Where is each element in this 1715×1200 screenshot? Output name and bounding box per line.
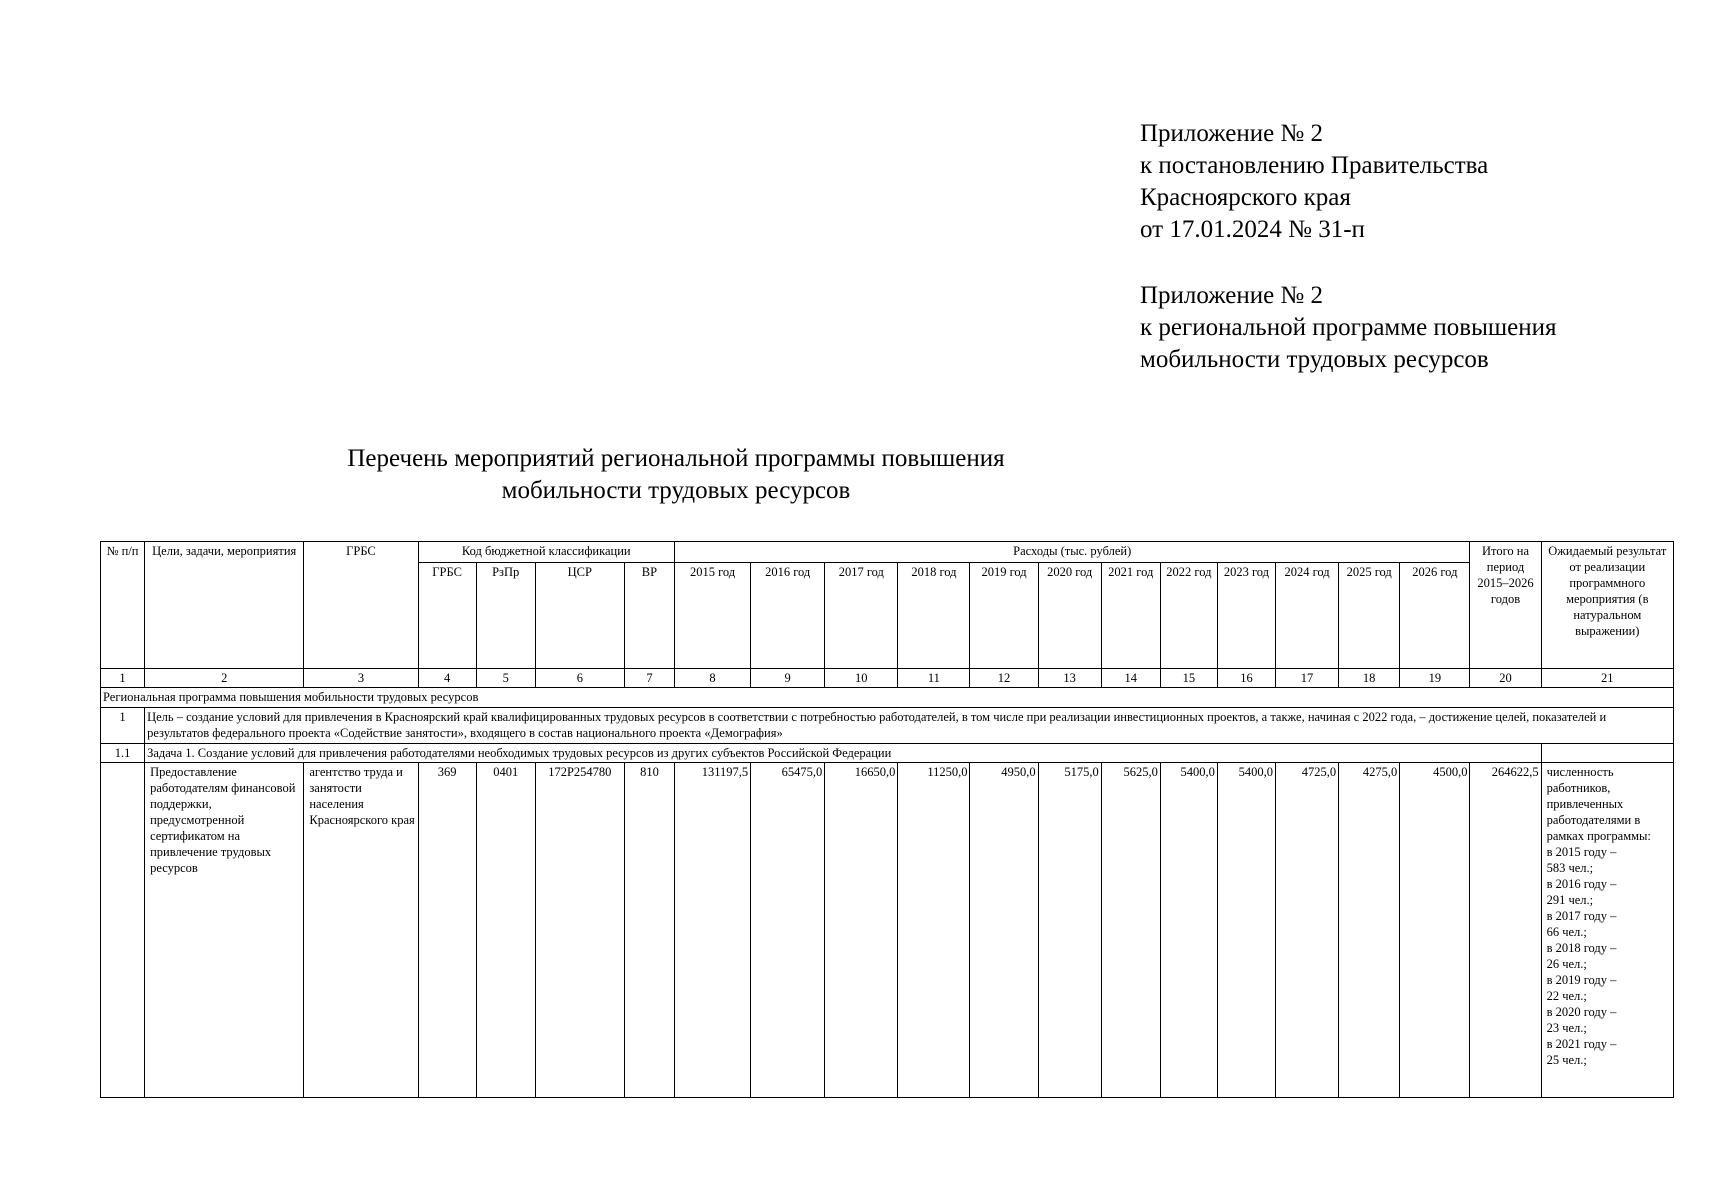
header-year: 2022 год (1160, 563, 1217, 669)
amount-cell: 131197,5 (674, 763, 750, 1098)
amount-cell: 5400,0 (1160, 763, 1217, 1098)
column-number: 3 (304, 669, 418, 688)
header-year: 2026 год (1400, 563, 1470, 669)
column-number-row (101, 669, 1674, 688)
result-line: в 2017 году – (1546, 909, 1617, 923)
column-number: 7 (624, 669, 674, 688)
task-row (101, 744, 1674, 763)
amount-cell: 4950,0 (970, 763, 1038, 1098)
result-line: в 2021 году – (1546, 1037, 1617, 1051)
column-number: 4 (418, 669, 476, 688)
activity-row (101, 763, 1674, 1098)
program-header-line: к региональной программе повышения (1140, 314, 1557, 341)
measures-table (100, 541, 1674, 1098)
goal-text: Цель – создание условий для привлечения в Красноярский край квалифицированных трудовых ресурсов в соответствии с потребностью работодателей, в том числе при реализации инвестиционных проектов, а также, начиная с 2022 года, – достижение целей, показателей и результатов федерального проекта «Содействие занятости», входящего в состав национального проекта «Демография» (145, 708, 1674, 744)
column-number: 14 (1101, 669, 1160, 688)
column-number: 11 (898, 669, 970, 688)
header-code-rzpr: РзПр (476, 563, 535, 669)
program-appendix-header (1140, 280, 1557, 376)
result-line: 25 чел.; (1546, 1053, 1587, 1067)
header-year: 2015 год (674, 563, 750, 669)
header-year: 2018 год (898, 563, 970, 669)
header-expenses: Расходы (тыс. рублей) (674, 542, 1469, 563)
result-line: в 2019 году – (1546, 973, 1617, 987)
result-line: 26 чел.; (1546, 957, 1587, 971)
column-number: 8 (674, 669, 750, 688)
program-row (101, 688, 1674, 708)
program-name: Региональная программа повышения мобильности трудовых ресурсов (101, 688, 1674, 708)
header-result: Ожидаемый результат от реализации программного мероприятия (в натуральном выражении) (1541, 542, 1673, 669)
header-total: Итого на период 2015–2026 годов (1470, 542, 1541, 669)
header-year: 2024 год (1276, 563, 1339, 669)
activity-rzpr: 0401 (476, 763, 535, 1098)
amount-cell: 11250,0 (898, 763, 970, 1098)
result-line: 66 чел.; (1546, 925, 1587, 939)
column-number: 18 (1339, 669, 1400, 688)
header-code-vr: ВР (624, 563, 674, 669)
result-line: в 2020 году – (1546, 1005, 1617, 1019)
amount-cell: 5400,0 (1217, 763, 1275, 1098)
task-number: 1.1 (101, 744, 145, 763)
result-line: 583 чел.; (1546, 861, 1594, 875)
header-grbs: ГРБС (304, 542, 418, 669)
activity-name: Предоставление работодателям финансовой поддержки, предусмотренной сертификатом на привлечение трудовых ресурсов (145, 763, 304, 1098)
amount-cell: 4725,0 (1276, 763, 1339, 1098)
column-number: 15 (1160, 669, 1217, 688)
column-number: 10 (825, 669, 898, 688)
result-line: численность (1546, 765, 1614, 779)
appendix-header-line: к постановлению Правительства (1140, 152, 1489, 179)
activity-grbs-name: агентство труда и занятости населения Красноярского края (304, 763, 418, 1098)
header-year: 2025 год (1339, 563, 1400, 669)
column-number: 9 (751, 669, 825, 688)
result-line: в 2015 году – (1546, 845, 1617, 859)
header-year: 2020 год (1038, 563, 1101, 669)
result-line: работников, (1546, 781, 1611, 795)
appendix-header-line: Приложение № 2 (1140, 120, 1324, 147)
result-line: 291 чел.; (1546, 893, 1594, 907)
goal-row (101, 708, 1674, 744)
header-budget-code: Код бюджетной классификации (418, 542, 674, 563)
amount-cell: 16650,0 (825, 763, 898, 1098)
result-line: работодателями в (1546, 813, 1641, 827)
header-year: 2021 год (1101, 563, 1160, 669)
amount-cell: 4275,0 (1339, 763, 1400, 1098)
activity-csr: 172P254780 (535, 763, 624, 1098)
header-year: 2016 год (751, 563, 825, 669)
result-line: рамках программы: (1546, 829, 1651, 843)
column-number: 17 (1276, 669, 1339, 688)
column-number: 21 (1541, 669, 1673, 688)
result-line: 22 чел.; (1546, 989, 1587, 1003)
task-text: Задача 1. Создание условий для привлечения работодателями необходимых трудовых ресурсов из других субъектов Российской Федерации (145, 744, 1542, 763)
amount-cell: 65475,0 (751, 763, 825, 1098)
column-number: 5 (476, 669, 535, 688)
header-year: 2019 год (970, 563, 1038, 669)
task-result-cell (1541, 744, 1673, 763)
header-goals: Цели, задачи, мероприятия (145, 542, 304, 669)
amount-cell: 5175,0 (1038, 763, 1101, 1098)
column-number: 1 (101, 669, 145, 688)
column-number: 20 (1470, 669, 1541, 688)
column-number: 2 (145, 669, 304, 688)
column-number: 16 (1217, 669, 1275, 688)
program-header-line: мобильности трудовых ресурсов (1140, 346, 1489, 373)
activity-total: 264622,5 (1470, 763, 1541, 1098)
activity-grbs-code: 369 (418, 763, 476, 1098)
title-line: мобильности трудовых ресурсов (501, 477, 851, 504)
column-number: 13 (1038, 669, 1101, 688)
table-header-row (101, 542, 1674, 563)
amount-cell: 5625,0 (1101, 763, 1160, 1098)
header-year: 2023 год (1217, 563, 1275, 669)
result-line: 23 чел.; (1546, 1021, 1587, 1035)
column-number: 19 (1400, 669, 1470, 688)
appendix-header (1140, 118, 1488, 246)
result-line: в 2018 году – (1546, 941, 1617, 955)
goal-number: 1 (101, 708, 145, 744)
activity-vr: 810 (624, 763, 674, 1098)
amount-cell: 4500,0 (1400, 763, 1470, 1098)
activity-expected-result (1541, 763, 1673, 1098)
title-line: Перечень мероприятий региональной программы повышения (347, 445, 1005, 472)
result-line: привлеченных (1546, 797, 1624, 811)
appendix-header-line: от 17.01.2024 № 31-п (1140, 216, 1365, 243)
column-number: 6 (535, 669, 624, 688)
column-number: 12 (970, 669, 1038, 688)
appendix-header-line: Красноярского края (1140, 184, 1351, 211)
program-header-line: Приложение № 2 (1140, 282, 1324, 309)
document-title (0, 443, 1352, 507)
header-code-grbs: ГРБС (418, 563, 476, 669)
activity-number (101, 763, 145, 1098)
header-code-csr: ЦСР (535, 563, 624, 669)
header-num: № п/п (101, 542, 145, 669)
header-year: 2017 год (825, 563, 898, 669)
result-line: в 2016 году – (1546, 877, 1617, 891)
